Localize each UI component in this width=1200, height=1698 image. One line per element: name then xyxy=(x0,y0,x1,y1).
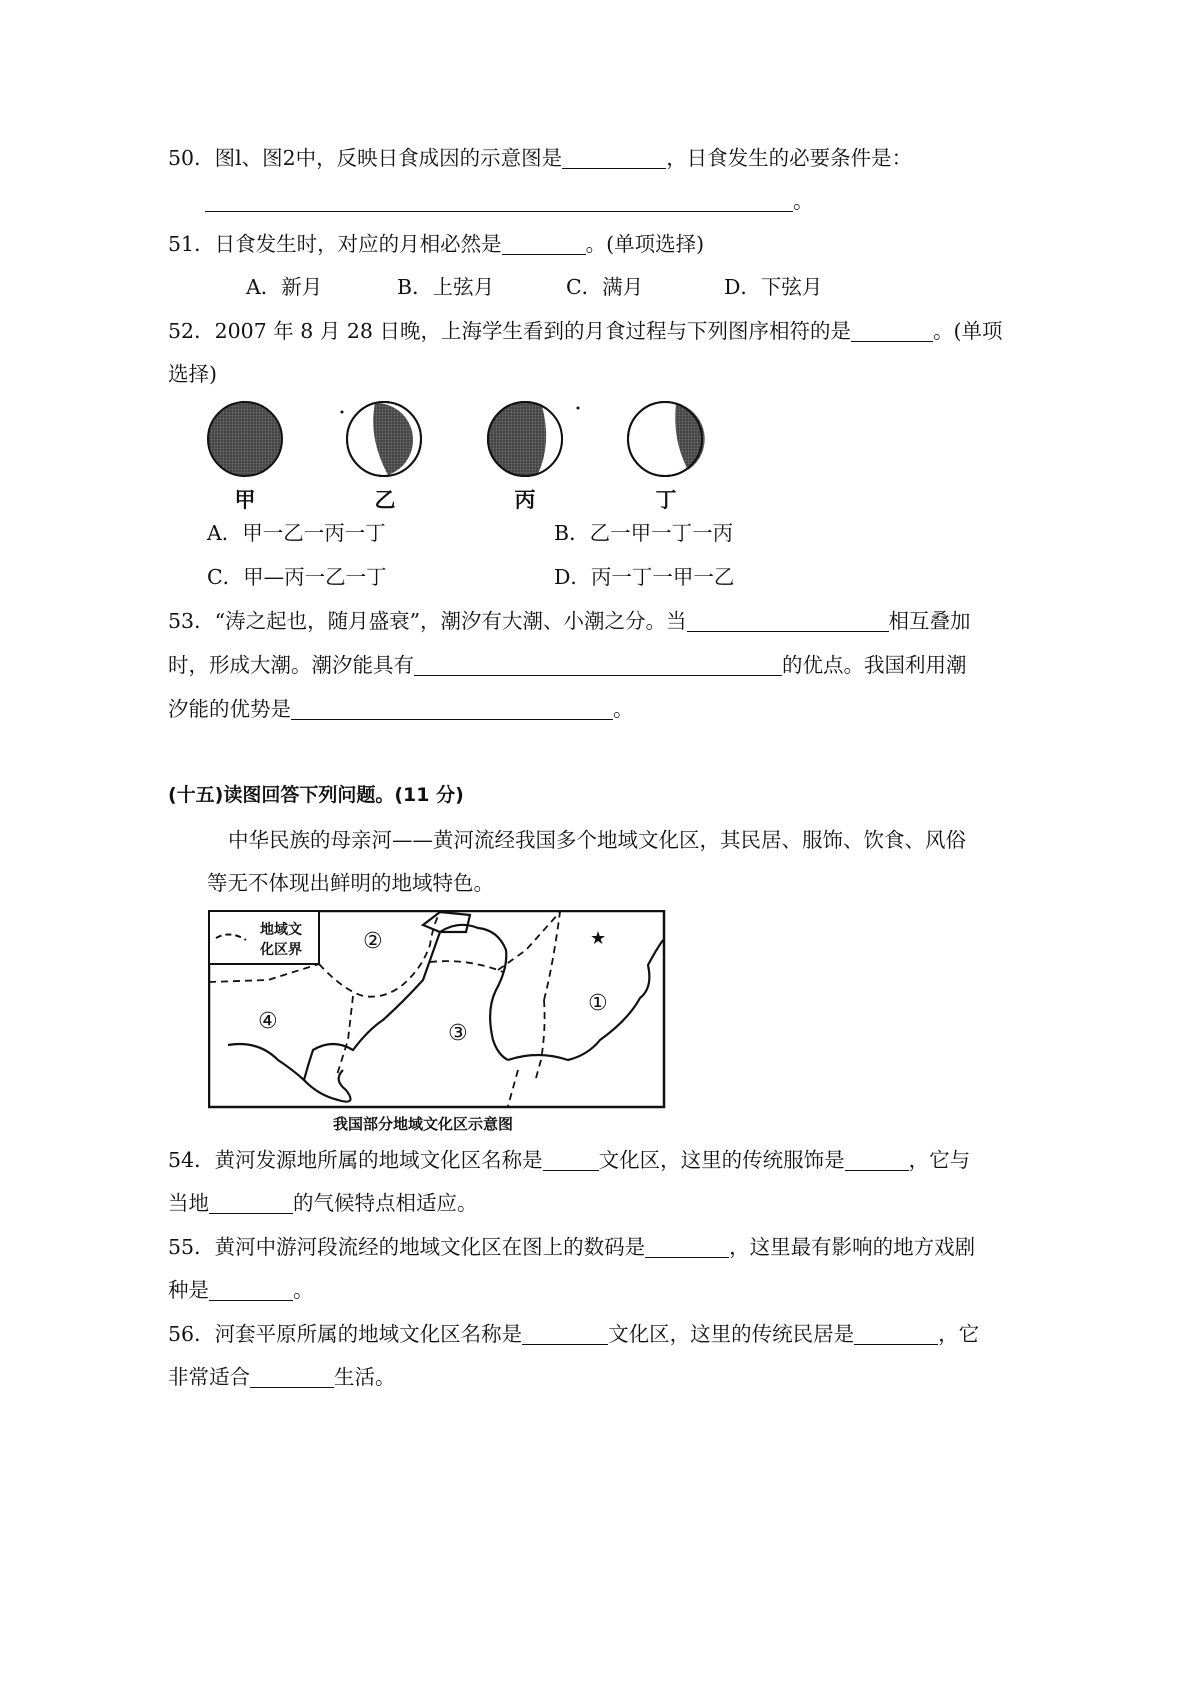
q53-blank-2[interactable] xyxy=(414,655,782,676)
q56-blank-3[interactable] xyxy=(250,1367,334,1388)
phase-label-ding: 丁 xyxy=(655,488,677,512)
q54-blank-2[interactable] xyxy=(845,1150,909,1171)
q53-line3-prefix: 汐能的优势是 xyxy=(168,697,291,721)
q56-text-c: ，它 xyxy=(938,1322,980,1346)
q54-text-d: 当地 xyxy=(168,1191,209,1215)
q55-blank-2[interactable] xyxy=(209,1280,293,1301)
q51-blank[interactable] xyxy=(502,234,586,255)
q55-text-a: 55．黄河中游河段流经的地域文化区在图上的数码是 xyxy=(168,1235,646,1259)
q50-end: 。 xyxy=(793,189,814,213)
q51-option-d[interactable]: D．下弦月 xyxy=(724,275,823,299)
q50-mid: ，日食发生的必要条件是： xyxy=(666,146,913,170)
q55-text-c: 种是 xyxy=(168,1278,209,1302)
q52-prefix: 52．2007 年 8 月 28 日晚，上海学生看到的月食过程与下列图序相符的是 xyxy=(168,319,851,343)
q51-suffix: 。(单项选择) xyxy=(585,232,705,256)
section-15-intro-line1: 中华民族的母亲河——黄河流经我国多个地域文化区，其民居、服饰、饮食、风俗 xyxy=(228,828,966,852)
q56-text-b: 文化区，这里的传统民居是 xyxy=(608,1322,855,1346)
region-label-2: ② xyxy=(363,929,383,954)
map-legend xyxy=(209,911,319,964)
phase-label-jia: 甲 xyxy=(234,488,256,512)
q55-blank-1[interactable] xyxy=(645,1237,729,1258)
moon-phase-jia xyxy=(208,402,282,476)
q52-option-c[interactable]: C．甲—丙一乙一丁 xyxy=(207,565,387,589)
q53-line3-suffix: 。 xyxy=(613,697,634,721)
region-label-1: ① xyxy=(588,991,608,1016)
question-54-line1 xyxy=(168,1150,970,1171)
q56-text-d: 非常适合 xyxy=(168,1365,250,1389)
q54-text-e: 的气候特点相适应。 xyxy=(293,1191,478,1215)
map-caption: 我国部分地域文化区示意图 xyxy=(333,1115,514,1133)
q56-text-e: 生活。 xyxy=(334,1365,396,1389)
question-51 xyxy=(168,234,704,255)
phase-label-bing: 丙 xyxy=(514,488,536,512)
q51-option-b[interactable]: B．上弦月 xyxy=(397,275,495,299)
q54-text-c: ，它与 xyxy=(908,1148,971,1172)
q52-suffix: 。(单项 xyxy=(932,319,1003,343)
q53-line1-suffix: 相互叠加 xyxy=(888,609,971,633)
q51-option-a[interactable]: A．新月 xyxy=(246,275,323,299)
q50-blank-1[interactable] xyxy=(562,148,666,169)
q55-text-b: ，这里最有影响的地方戏剧 xyxy=(729,1235,976,1259)
question-56-line2 xyxy=(168,1367,396,1388)
question-55-line2 xyxy=(168,1280,314,1301)
question-56-line1 xyxy=(168,1324,979,1345)
q54-text-b: 文化区，这里的传统服饰是 xyxy=(598,1148,845,1172)
region-label-3: ③ xyxy=(448,1021,468,1046)
question-50-line1 xyxy=(168,148,912,169)
region-label-4: ④ xyxy=(258,1009,278,1034)
q54-text-a: 54．黄河发源地所属的地域文化区名称是 xyxy=(168,1148,543,1172)
q53-blank-3[interactable] xyxy=(291,699,613,720)
q53-line2-suffix: 的优点。我国利用潮 xyxy=(782,653,967,677)
moon-phase-yi xyxy=(347,402,421,476)
q52-option-b[interactable]: B．乙一甲一丁一丙 xyxy=(554,521,734,545)
q56-blank-2[interactable] xyxy=(854,1324,938,1345)
q51-option-c[interactable]: C．满月 xyxy=(566,275,644,299)
moon-phase-ding xyxy=(628,402,705,476)
legend-label-line1: 地域文 xyxy=(260,922,302,938)
q50-prefix: 50．图l、图2中，反映日食成因的示意图是 xyxy=(168,146,563,170)
culture-region-map xyxy=(208,910,668,1110)
q54-blank-1[interactable] xyxy=(543,1150,599,1171)
q53-line1-prefix: 53．“涛之起也，随月盛衰”，潮汐有大潮、小潮之分。当 xyxy=(168,609,687,633)
moon-phase-bing xyxy=(488,402,563,476)
q52-option-d[interactable]: D．丙一丁一甲一乙 xyxy=(554,565,735,589)
section-15-intro-line2: 等无不体现出鲜明的地域特色。 xyxy=(207,871,494,895)
q54-blank-3[interactable] xyxy=(209,1193,293,1214)
legend-label-line2: 化区界 xyxy=(260,942,302,958)
question-52-line1 xyxy=(168,321,1002,342)
q52-blank[interactable] xyxy=(851,321,933,342)
section-15-heading: (十五)读图回答下列问题。(11 分) xyxy=(168,784,464,806)
question-53-line2 xyxy=(168,655,967,676)
q52-option-a[interactable]: A．甲一乙一丙一丁 xyxy=(207,521,386,545)
q51-prefix: 51．日食发生时，对应的月相必然是 xyxy=(168,232,502,256)
question-52-line2: 选择) xyxy=(168,362,217,386)
question-50-line2 xyxy=(205,191,814,212)
star-icon: ★ xyxy=(590,928,607,949)
q56-text-a: 56．河套平原所属的地域文化区名称是 xyxy=(168,1322,523,1346)
question-54-line2 xyxy=(168,1193,478,1214)
question-53-line3 xyxy=(168,699,634,720)
question-55-line1 xyxy=(168,1237,975,1258)
q53-line2-prefix: 时，形成大潮。潮汐能具有 xyxy=(168,653,414,677)
q50-blank-2[interactable] xyxy=(205,191,793,212)
q56-blank-1[interactable] xyxy=(522,1324,608,1345)
q55-text-d: 。 xyxy=(293,1278,314,1302)
q53-blank-1[interactable] xyxy=(687,611,889,632)
question-53-line1 xyxy=(168,611,971,632)
phase-label-yi: 乙 xyxy=(374,488,396,512)
